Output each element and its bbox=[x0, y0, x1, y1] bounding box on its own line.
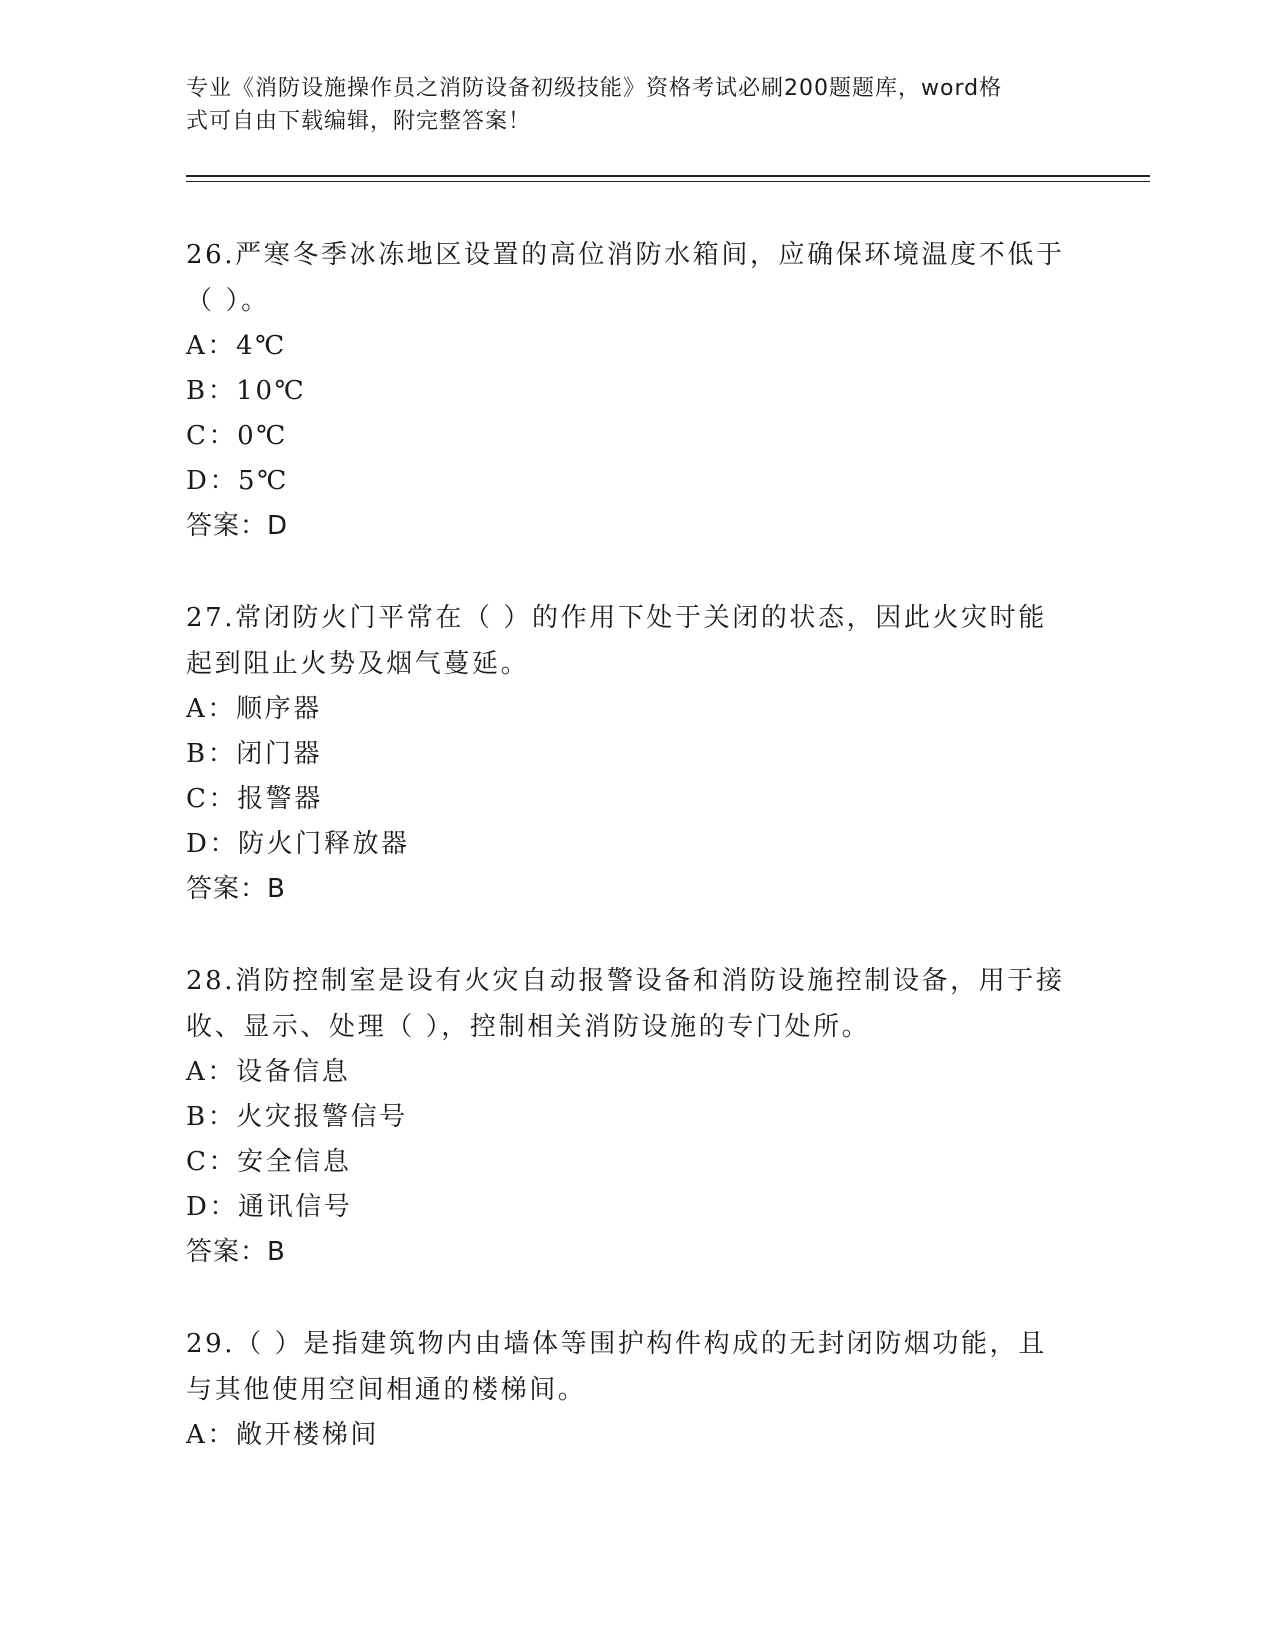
question-list bbox=[186, 232, 1086, 1504]
document-header bbox=[186, 72, 1076, 138]
header-line-2: 式可自由下载编辑，附完整答案！ bbox=[186, 109, 532, 134]
answer: 答案：B bbox=[186, 874, 286, 904]
option-d: D：防火门释放器 bbox=[186, 829, 410, 859]
option-a: A：4℃ bbox=[186, 331, 287, 361]
option-a: A：设备信息 bbox=[186, 1057, 351, 1087]
option-c: C：安全信息 bbox=[186, 1147, 352, 1177]
option-c: C：0℃ bbox=[186, 421, 288, 451]
option-c: C：报警器 bbox=[186, 784, 323, 814]
header-divider-thick bbox=[186, 175, 1150, 177]
question-26 bbox=[186, 232, 1086, 549]
header-divider-thin bbox=[186, 181, 1150, 182]
option-d: D：5℃ bbox=[186, 466, 289, 496]
option-b: B：10℃ bbox=[186, 376, 307, 406]
option-a: A：顺序器 bbox=[186, 694, 322, 724]
option-b: B：火灾报警信号 bbox=[186, 1102, 408, 1132]
question-stem: 29.（ ）是指建筑物内由墙体等围护构件构成的无封闭防烟功能，且 与其他使用空间相通的楼梯间。 bbox=[186, 1329, 1047, 1405]
header-line-1: 专业《消防设施操作员之消防设备初级技能》资格考试必刷200题题库，word格 bbox=[186, 76, 1003, 101]
question-stem: 28.消防控制室是设有火灾自动报警设备和消防设施控制设备，用于接 收、显示、处理（ ），控制相关消防设施的专门处所。 bbox=[186, 966, 1065, 1042]
option-d: D：通讯信号 bbox=[186, 1192, 353, 1222]
answer: 答案：B bbox=[186, 1237, 286, 1267]
question-27 bbox=[186, 595, 1086, 912]
option-b: B：闭门器 bbox=[186, 739, 323, 769]
question-28 bbox=[186, 958, 1086, 1275]
answer: 答案：D bbox=[186, 511, 289, 541]
question-stem: 27.常闭防火门平常在（ ）的作用下处于关闭的状态，因此火灾时能 起到阻止火势及烟气蔓延。 bbox=[186, 603, 1047, 679]
question-29 bbox=[186, 1321, 1086, 1458]
question-stem: 26.严寒冬季冰冻地区设置的高位消防水箱间，应确保环境温度不低于 （ ）。 bbox=[186, 240, 1065, 316]
option-a: A：敞开楼梯间 bbox=[186, 1420, 379, 1450]
